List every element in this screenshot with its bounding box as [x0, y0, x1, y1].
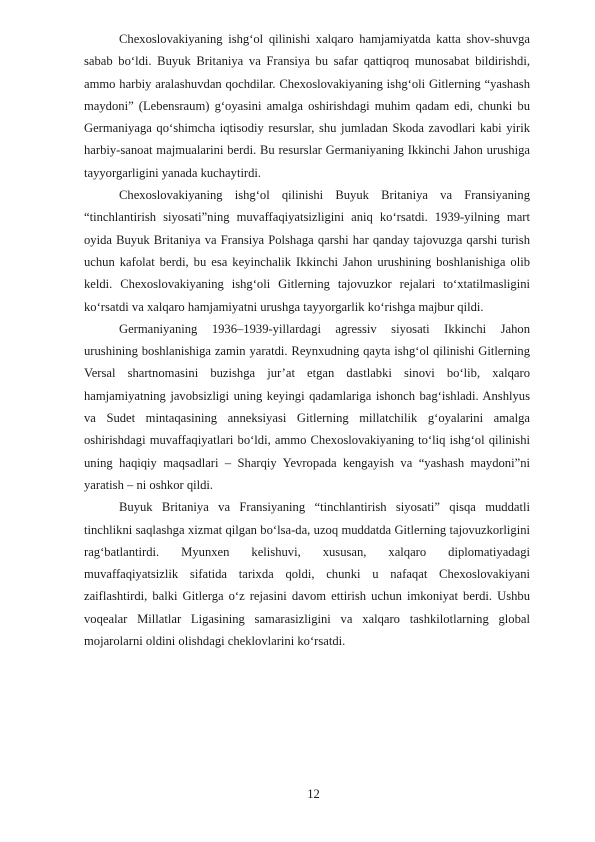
paragraph-1: Chexoslovakiyaning ishg‘ol qilinishi xalqaro hamjamiyatda katta shov-shuvga sabab bo‘ldi. Buyuk Britaniya va Fransiya bu safar qattiqroq munosabat bildirishdi, ammo harbiy aralashuvdan qochdilar. Chexoslovakiyaning ishg‘oli Gitlerning “yashash maydoni” (Lebensraum) g‘oyasini amalga oshirishdagi muhim qadam edi, chunki bu Germaniyaga qo‘shimcha iqtisodiy resurslar, shu jumladan Skoda zavodlari kabi yirik harbiy-sanoat majmualarini berdi. Bu resurslar Germaniyaning Ikkinchi Jahon urushiga tayyorgarligini yanada kuchaytirdi.: [84, 32, 530, 180]
paragraph-3: Germaniyaning 1936–1939-yillardagi agressiv siyosati Ikkinchi Jahon urushining boshlanishiga zamin yaratdi. Reynxudning qayta ishg‘ol qilinishi Gitlerning Versal shartnomasini buzishga jur’at etgan dastlabki sinovi bo‘lib, xalqaro hamjamiyatning javobsizligi uning keyingi qadamlariga ishonch bag‘ishladi. Anshlyus va Sudet mintaqasining anneksiyasi Gitlerning millatchilik g‘oyalarini amalga oshirishdagi muvaffaqiyatlari bo‘ldi, ammo Chexoslovakiyaning to‘liq ishg‘ol qilinishi uning haqiqiy maqsadlari – Sharqiy Yevropada kengayish va “yashash maydoni”ni yaratish – ni oshkor qildi.: [84, 321, 530, 492]
document-body: [84, 28, 530, 652]
paragraph-2: Chexoslovakiyaning ishg‘ol qilinishi Buyuk Britaniya va Fransiyaning “tinchlantirish siyosati”ning muvaffaqiyatsizligini aniq ko‘rsatdi. 1939-yilning mart oyida Buyuk Britaniya va Fransiya Polshaga qarshi har qanday tajovuzga qarshi turish uchun kafolat berdi, bu esa keyinchalik Ikkinchi Jahon urushining boshlanishiga olib keldi. Chexoslovakiyaning ishg‘oli Gitlerning tajovuzkor rejalari to‘xtatilmasligini ko‘rsatdi va xalqaro hamjamiyatni urushga tayyorgarlik ko‘rishga majbur qildi.: [84, 188, 530, 314]
paragraph-4: Buyuk Britaniya va Fransiyaning “tinchlantirish siyosati” qisqa muddatli tinchlikni saqlashga xizmat qilgan bo‘lsa-da, uzoq muddatda Gitlerning tajovuzkorligini rag‘batlantirdi. Myunxen kelishuvi, xususan, xalqaro diplomatiyadagi muvaffaqiyatsizlik sifatida tarixda qoldi, chunki u nafaqat Chexoslovakiyani zaiflashtirdi, balki Gitlerga o‘z rejasini davom ettirish uchun imkoniyat berdi. Ushbu voqealar Millatlar Ligasining samarasizligini va xalqaro tashkilotlarning global mojarolarni oldini olishdagi cheklovlarini ko‘rsatdi.: [84, 500, 530, 649]
page-number: 12: [307, 787, 320, 801]
